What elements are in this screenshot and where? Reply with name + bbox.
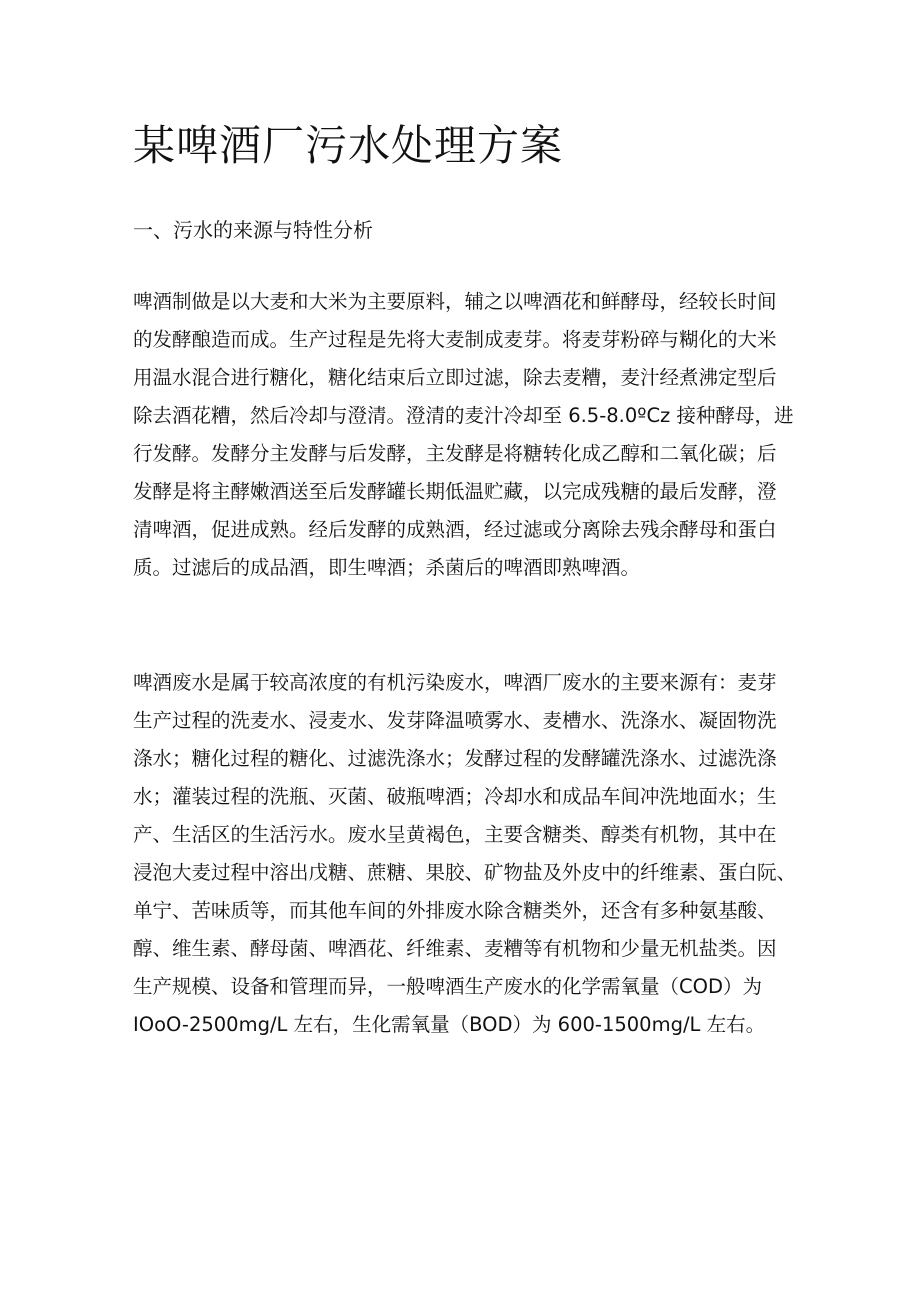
paragraph-line: 啤酒废水是属于较高浓度的有机污染废水，啤酒厂废水的主要来源有：麦芽 [133,671,777,694]
paragraph-line: 涤水；糖化过程的糖化、过滤洗涤水；发酵过程的发酵罐洗涤水、过滤洗涤 [133,747,777,770]
paragraph-line: 的发酵酿造而成。生产过程是先将大麦制成麦芽。将麦芽粉碎与糊化的大米 [133,328,777,351]
paragraph-line: 用温水混合进行糖化，糖化结束后立即过滤，除去麦糟，麦汁经煮沸定型后 [133,366,777,389]
paragraph-line: IOoO-2500mg/L 左右，生化需氧量（BOD）为 600-1500mg/L 左右。 [133,1013,766,1036]
paragraph-line: 清啤酒，促进成熟。经后发酵的成熟酒，经过滤或分离除去残余酵母和蛋白 [133,518,777,541]
paragraph-line: 质。过滤后的成品酒，即生啤酒；杀菌后的啤酒即熟啤酒。 [133,556,641,579]
paragraph-line: 生产规模、设备和管理而异，一般啤酒生产废水的化学需氧量（COD）为 [133,975,762,998]
paragraph-line: 啤酒制做是以大麦和大米为主要原料，辅之以啤酒花和鲜酵母，经较长时间 [133,290,777,313]
paragraph-line: 行发酵。发酵分主发酵与后发酵，主发酵是将糖转化成乙醇和二氧化碳；后 [133,442,777,465]
paragraph-line: 除去酒花糟，然后冷却与澄清。澄清的麦汁冷却至 6.5-8.0ºCz 接种酵母，进 [133,404,794,427]
section-heading: 一、污水的来源与特性分析 [133,218,373,242]
paragraph-line: 醇、维生素、酵母菌、啤酒花、纤维素、麦糟等有机物和少量无机盐类。因 [133,937,777,960]
paragraph-line: 产、生活区的生活污水。废水呈黄褐色，主要含糖类、醇类有机物，其中在 [133,823,777,846]
paragraph-line: 生产过程的洗麦水、浸麦水、发芽降温喷雾水、麦槽水、洗涤水、凝固物洗 [133,709,777,732]
document-title: 某啤酒厂污水处理方案 [133,121,564,170]
paragraph-line: 单宁、苦味质等，而其他车间的外排废水除含糖类外，还含有多种氨基酸、 [133,899,777,922]
paragraph-line: 水；灌装过程的洗瓶、灭菌、破瓶啤酒；冷却水和成品车间冲洗地面水；生 [133,785,777,808]
paragraph-line: 发酵是将主酵嫩酒送至后发酵罐长期低温贮藏，以完成残糖的最后发酵，澄 [133,480,777,503]
paragraph-line: 浸泡大麦过程中溶出戊糖、蔗糖、果胶、矿物盐及外皮中的纤维素、蛋白阮、 [133,861,797,884]
paragraph-brewing-process [133,283,794,587]
paragraph-wastewater-sources [133,664,796,1044]
